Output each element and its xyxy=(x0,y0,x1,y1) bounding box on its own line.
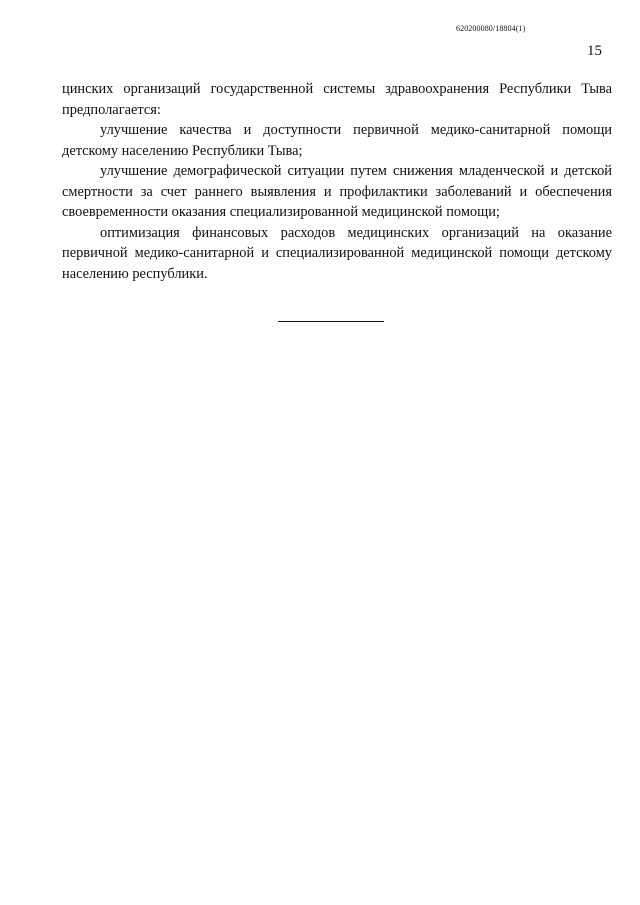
document-code: 620200080/18804(1) xyxy=(456,24,526,33)
end-separator-line xyxy=(278,321,384,322)
document-body xyxy=(62,79,612,284)
page-number: 15 xyxy=(587,43,602,59)
paragraph-item-finance: оптимизация финансовых расходов медицинских организаций на оказание первичной медико-санитарной и специализированной медицинской помощи детскому населению республики. xyxy=(62,224,612,282)
paragraph-item-demography: улучшение демографической ситуации путем снижения младенческой и детской смертности за счет раннего выявления и профилактики заболеваний и обеспечения своевременности оказания специализированной медицинской помощи; xyxy=(62,163,612,220)
paragraph-item-quality: улучшение качества и доступности первичной медико-санитарной помощи детскому населению Республики Тыва; xyxy=(62,122,612,159)
paragraph-continuation: цинских организаций государственной системы здравоохранения Республики Тыва предполагается: xyxy=(62,81,612,118)
